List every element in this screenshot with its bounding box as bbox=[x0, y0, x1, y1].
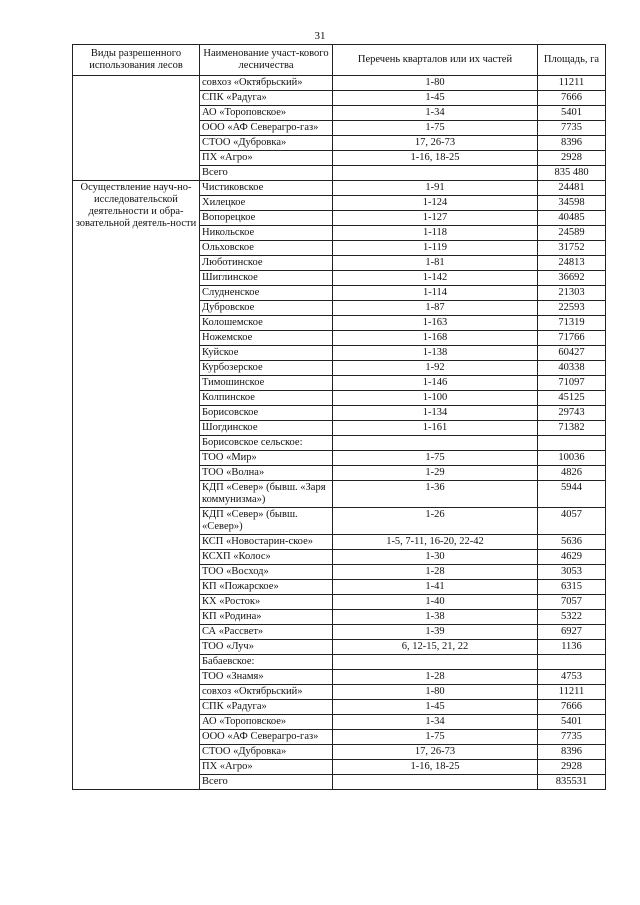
quarters-cell: 1-142 bbox=[333, 271, 538, 286]
area-cell: 7666 bbox=[538, 700, 606, 715]
quarters-cell: 1-91 bbox=[333, 181, 538, 196]
district-name-cell: совхоз «Октябрьский» bbox=[200, 76, 333, 91]
area-cell: 7666 bbox=[538, 91, 606, 106]
area-cell: 24813 bbox=[538, 256, 606, 271]
quarters-cell: 1-34 bbox=[333, 106, 538, 121]
area-cell: 5322 bbox=[538, 610, 606, 625]
district-name-cell: Слудненское bbox=[200, 286, 333, 301]
district-name-cell: ПХ «Агро» bbox=[200, 760, 333, 775]
quarters-cell: 1-134 bbox=[333, 406, 538, 421]
district-name-cell: АО «Тороповское» bbox=[200, 106, 333, 121]
quarters-cell bbox=[333, 775, 538, 790]
district-name-cell: Борисовское bbox=[200, 406, 333, 421]
quarters-cell: 1-16, 18-25 bbox=[333, 151, 538, 166]
district-name-cell: Колпинское bbox=[200, 391, 333, 406]
district-name-cell: Тимошинское bbox=[200, 376, 333, 391]
quarters-cell: 1-36 bbox=[333, 481, 538, 508]
district-name-cell: Люботинское bbox=[200, 256, 333, 271]
header-use-type: Виды разрешенного использования лесов bbox=[73, 45, 200, 76]
quarters-cell: 17, 26-73 bbox=[333, 136, 538, 151]
area-cell: 835531 bbox=[538, 775, 606, 790]
district-name-cell: Шиглинское bbox=[200, 271, 333, 286]
quarters-cell: 1-119 bbox=[333, 241, 538, 256]
table-body bbox=[73, 76, 606, 790]
use-type-cell: Осуществление науч-но-исследовательской деятельности и обра-зовательной деятель-ности bbox=[73, 181, 200, 790]
quarters-cell: 1-45 bbox=[333, 91, 538, 106]
area-cell: 5636 bbox=[538, 535, 606, 550]
district-name-cell: Шогдинское bbox=[200, 421, 333, 436]
district-name-cell: КП «Родина» bbox=[200, 610, 333, 625]
district-name-cell: Дубровское bbox=[200, 301, 333, 316]
header-district-name: Наименование участ-кового лесничества bbox=[200, 45, 333, 76]
district-name-cell: КСП «Новостарин-ское» bbox=[200, 535, 333, 550]
area-cell: 5401 bbox=[538, 715, 606, 730]
header-area: Площадь, га bbox=[538, 45, 606, 76]
quarters-cell: 1-75 bbox=[333, 730, 538, 745]
area-cell: 45125 bbox=[538, 391, 606, 406]
page-number: 31 bbox=[314, 30, 326, 42]
area-cell: 40338 bbox=[538, 361, 606, 376]
quarters-cell: 1-16, 18-25 bbox=[333, 760, 538, 775]
quarters-cell: 1-100 bbox=[333, 391, 538, 406]
quarters-cell: 1-161 bbox=[333, 421, 538, 436]
quarters-cell: 1-41 bbox=[333, 580, 538, 595]
area-cell: 6927 bbox=[538, 625, 606, 640]
quarters-cell: 1-163 bbox=[333, 316, 538, 331]
area-cell: 6315 bbox=[538, 580, 606, 595]
quarters-cell: 6, 12-15, 21, 22 bbox=[333, 640, 538, 655]
quarters-cell bbox=[333, 436, 538, 451]
area-cell: 34598 bbox=[538, 196, 606, 211]
area-cell: 71382 bbox=[538, 421, 606, 436]
forest-use-table bbox=[72, 44, 606, 790]
district-name-cell: Ольховское bbox=[200, 241, 333, 256]
quarters-cell: 1-80 bbox=[333, 685, 538, 700]
area-cell: 5401 bbox=[538, 106, 606, 121]
district-name-cell: Куйское bbox=[200, 346, 333, 361]
quarters-cell: 1-118 bbox=[333, 226, 538, 241]
area-cell: 36692 bbox=[538, 271, 606, 286]
district-name-cell: Курбозерское bbox=[200, 361, 333, 376]
district-name-cell: КСХП «Колос» bbox=[200, 550, 333, 565]
quarters-cell: 1-146 bbox=[333, 376, 538, 391]
quarters-cell: 1-80 bbox=[333, 76, 538, 91]
district-name-cell: ТОО «Знамя» bbox=[200, 670, 333, 685]
quarters-cell: 17, 26-73 bbox=[333, 745, 538, 760]
district-name-cell: СТОО «Дубровка» bbox=[200, 136, 333, 151]
area-cell: 7735 bbox=[538, 121, 606, 136]
district-name-cell: ТОО «Мир» bbox=[200, 451, 333, 466]
area-cell: 2928 bbox=[538, 760, 606, 775]
area-cell: 29743 bbox=[538, 406, 606, 421]
area-cell: 7735 bbox=[538, 730, 606, 745]
area-cell: 31752 bbox=[538, 241, 606, 256]
district-name-cell: Всего bbox=[200, 166, 333, 181]
district-name-cell: СПК «Радуга» bbox=[200, 700, 333, 715]
district-name-cell: совхоз «Октябрьский» bbox=[200, 685, 333, 700]
area-cell: 71319 bbox=[538, 316, 606, 331]
area-cell: 5944 bbox=[538, 481, 606, 508]
district-name-cell: АО «Тороповское» bbox=[200, 715, 333, 730]
quarters-cell: 1-39 bbox=[333, 625, 538, 640]
district-name-cell: СТОО «Дубровка» bbox=[200, 745, 333, 760]
quarters-cell: 1-168 bbox=[333, 331, 538, 346]
quarters-cell: 1-92 bbox=[333, 361, 538, 376]
quarters-cell bbox=[333, 655, 538, 670]
area-cell: 2928 bbox=[538, 151, 606, 166]
district-name-cell: ООО «АФ Северагро-газ» bbox=[200, 121, 333, 136]
area-cell: 8396 bbox=[538, 745, 606, 760]
quarters-cell: 1-29 bbox=[333, 466, 538, 481]
district-name-cell: ТОО «Волна» bbox=[200, 466, 333, 481]
quarters-cell bbox=[333, 166, 538, 181]
table-row bbox=[73, 76, 606, 91]
area-cell: 1136 bbox=[538, 640, 606, 655]
area-cell: 8396 bbox=[538, 136, 606, 151]
table-header-row bbox=[73, 45, 606, 76]
use-type-cell-empty bbox=[73, 76, 200, 181]
area-cell: 11211 bbox=[538, 685, 606, 700]
header-quarters: Перечень кварталов или их частей bbox=[333, 45, 538, 76]
area-cell bbox=[538, 436, 606, 451]
area-cell: 21303 bbox=[538, 286, 606, 301]
area-cell bbox=[538, 655, 606, 670]
district-name-cell: Никольское bbox=[200, 226, 333, 241]
quarters-cell: 1-28 bbox=[333, 565, 538, 580]
area-cell: 10036 bbox=[538, 451, 606, 466]
quarters-cell: 1-75 bbox=[333, 451, 538, 466]
quarters-cell: 1-81 bbox=[333, 256, 538, 271]
quarters-cell: 1-124 bbox=[333, 196, 538, 211]
district-name-cell: Бабаевское: bbox=[200, 655, 333, 670]
district-name-cell: Чистиковское bbox=[200, 181, 333, 196]
quarters-cell: 1-5, 7-11, 16-20, 22-42 bbox=[333, 535, 538, 550]
quarters-cell: 1-30 bbox=[333, 550, 538, 565]
quarters-cell: 1-26 bbox=[333, 508, 538, 535]
quarters-cell: 1-38 bbox=[333, 610, 538, 625]
area-cell: 3053 bbox=[538, 565, 606, 580]
area-cell: 835 480 bbox=[538, 166, 606, 181]
district-name-cell: Ножемское bbox=[200, 331, 333, 346]
area-cell: 4057 bbox=[538, 508, 606, 535]
district-name-cell: Всего bbox=[200, 775, 333, 790]
district-name-cell: КДП «Север» (бывш. «Заря коммунизма») bbox=[200, 481, 333, 508]
district-name-cell: Хилецкое bbox=[200, 196, 333, 211]
quarters-cell: 1-75 bbox=[333, 121, 538, 136]
area-cell: 4753 bbox=[538, 670, 606, 685]
district-name-cell: ООО «АФ Северагро-газ» bbox=[200, 730, 333, 745]
area-cell: 71766 bbox=[538, 331, 606, 346]
area-cell: 40485 bbox=[538, 211, 606, 226]
quarters-cell: 1-127 bbox=[333, 211, 538, 226]
district-name-cell: Колошемское bbox=[200, 316, 333, 331]
district-name-cell: КП «Пожарское» bbox=[200, 580, 333, 595]
district-name-cell: СА «Рассвет» bbox=[200, 625, 333, 640]
quarters-cell: 1-40 bbox=[333, 595, 538, 610]
quarters-cell: 1-114 bbox=[333, 286, 538, 301]
district-name-cell: ТОО «Луч» bbox=[200, 640, 333, 655]
area-cell: 24589 bbox=[538, 226, 606, 241]
area-cell: 24481 bbox=[538, 181, 606, 196]
district-name-cell: ПХ «Агро» bbox=[200, 151, 333, 166]
district-name-cell: Вопорецкое bbox=[200, 211, 333, 226]
quarters-cell: 1-28 bbox=[333, 670, 538, 685]
area-cell: 71097 bbox=[538, 376, 606, 391]
quarters-cell: 1-138 bbox=[333, 346, 538, 361]
district-name-cell: КХ «Росток» bbox=[200, 595, 333, 610]
table-row bbox=[73, 181, 606, 196]
area-cell: 7057 bbox=[538, 595, 606, 610]
area-cell: 4826 bbox=[538, 466, 606, 481]
area-cell: 4629 bbox=[538, 550, 606, 565]
quarters-cell: 1-45 bbox=[333, 700, 538, 715]
area-cell: 22593 bbox=[538, 301, 606, 316]
district-name-cell: Борисовское сельское: bbox=[200, 436, 333, 451]
area-cell: 60427 bbox=[538, 346, 606, 361]
district-name-cell: ТОО «Восход» bbox=[200, 565, 333, 580]
district-name-cell: СПК «Радуга» bbox=[200, 91, 333, 106]
district-name-cell: КДП «Север» (бывш. «Север») bbox=[200, 508, 333, 535]
quarters-cell: 1-87 bbox=[333, 301, 538, 316]
area-cell: 11211 bbox=[538, 76, 606, 91]
quarters-cell: 1-34 bbox=[333, 715, 538, 730]
